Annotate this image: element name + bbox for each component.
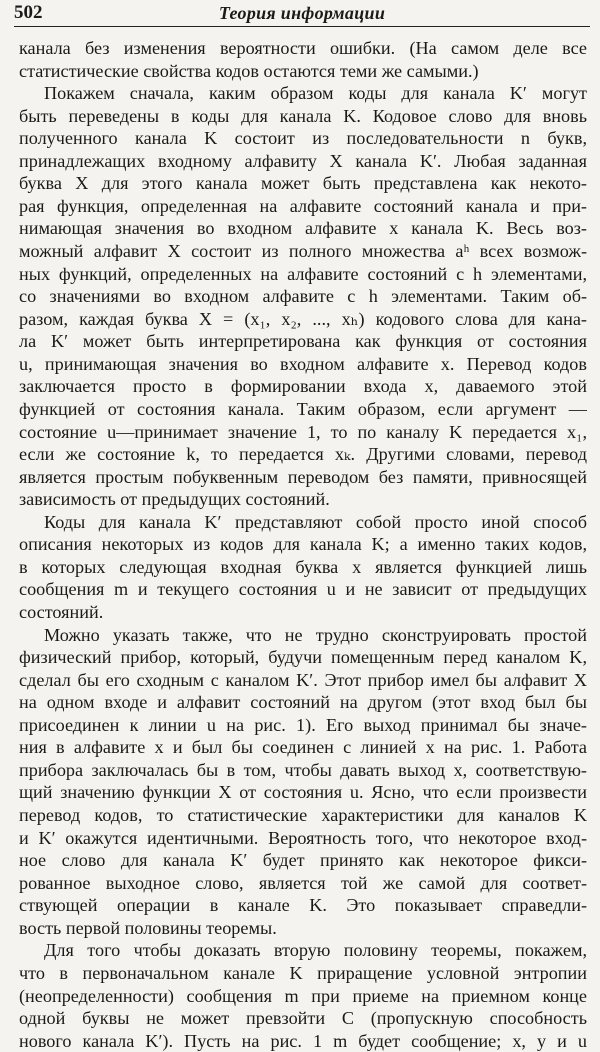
text-line: рая функция, определенная на алфавите состояний канала и при-: [19, 195, 587, 216]
text-line: u, принимающая значения во входном алфавите x. Перевод кодов: [19, 353, 587, 374]
text-line: физический прибор, который, будучи помещенным перед каналом K,: [19, 647, 587, 668]
text-line: прибора заключалась бы в том, чтобы давать выход x, соответствую-: [19, 759, 587, 780]
text-line: и K′ окажутся идентичными. Вероятность того, что некоторое вход-: [19, 827, 587, 848]
running-title: Теория информации: [218, 3, 386, 23]
text-line: ла K′ может быть интерпретирована как функция от состояния: [19, 331, 587, 352]
text-line: (неопределенности) сообщения m при приеме на приемном конце: [19, 985, 587, 1006]
text-line: статистические свойства кодов остаются теми же самыми.): [19, 60, 479, 81]
text-line: Можно указать также, что не трудно сконструировать простой: [44, 624, 587, 645]
text-line: быть переведены в коды для канала K. Кодовое слово для вновь: [19, 105, 587, 126]
text-line: ствующей операции в канале K. Это показывает справедли-: [19, 895, 587, 916]
text-line: функцией от состояния канала. Таким образом, если аргумент —: [19, 398, 587, 419]
text-line: на одном входе и алфавит состояний на другом (этот вход был бы: [19, 692, 587, 713]
text-line: рованное выходное слово, является той же самой для соответ-: [19, 872, 587, 893]
text-line: в которых следующая входная буква x является функцией лишь: [19, 556, 587, 577]
text-line: канала без изменения вероятности ошибки. (На самом деле все: [19, 38, 587, 58]
text-line: сделал бы его сходным с каналом K′. Этот прибор имел бы алфавит X: [19, 669, 587, 690]
text-line: нового канала K′). Пусть на рис. 1 m будет сообщение; x, y и u: [19, 1030, 587, 1051]
text-line: ных функций, определенных на алфавите состояний с h элементами,: [19, 263, 587, 284]
text-line: заключается просто в формировании входа x, даваемого этой: [19, 376, 587, 397]
text-line: сообщения m и текущего состояния u и не зависит от предыдущих: [19, 579, 587, 600]
text-line: можный алфавит X состоит из полного множества aʰ всех возмож-: [19, 241, 587, 262]
text-line: является простым побуквенным переводом без памяти, привносящей: [19, 466, 587, 487]
text-line: разом, каждая буква X = (x₁, x₂, ..., xₕ) кодового слова для кана-: [19, 308, 587, 329]
text-line: щий значению функции X от состояния u. Ясно, что если произвести: [19, 782, 587, 803]
text-line: описания некоторых из кодов для канала K; а именно таких кодов,: [19, 534, 587, 555]
text-line: состояние u—принимает значение 1, то по каналу K передается x₁,: [19, 421, 587, 442]
text-line: состояний.: [19, 602, 104, 622]
page-number: 502: [14, 2, 43, 23]
text-line: Коды для канала K′ представляют собой просто иной способ: [44, 511, 587, 532]
text-line: Для того чтобы доказать вторую половину теоремы, покажем,: [44, 940, 587, 961]
text-line: одной буквы не может превзойти C (пропускную способность: [19, 1008, 587, 1029]
text-line: со значениями во входном алфавите с h элементами. Таким об-: [19, 286, 587, 307]
text-line: вость первой половины теоремы.: [19, 917, 277, 938]
text-line: нимающая значения во входном алфавите x канала K. Весь воз-: [19, 218, 587, 239]
text-line: если же состояние k, то передается xₖ. Другими словами, перевод: [19, 444, 587, 465]
text-line: ния в алфавите x и был бы соединен с линией x на рис. 1. Работа: [19, 737, 587, 758]
text-line: зависимость от предыдущих состояний.: [19, 489, 330, 510]
text-line: полученного канала K состоит из последовательности n букв,: [19, 128, 587, 149]
text-line: принадлежащих входному алфавиту X канала K′. Любая заданная: [19, 150, 587, 171]
text-line: что в первоначальном канале K приращение условной энтропии: [19, 962, 587, 983]
text-line: перевод кодов, то статистические характеристики для каналов K: [19, 805, 587, 826]
text-line: Покажем сначала, каким образом коды для канала K′ могут: [44, 83, 587, 104]
running-head: [14, 2, 590, 27]
text-line: присоединен к линии u на рис. 1). Его выход принимал бы значе-: [19, 714, 587, 735]
text-line: ное слово для канала K′ будет принято как некоторое фикси-: [19, 850, 587, 871]
text-line: буква X для этого канала может быть представлена как некото-: [19, 173, 587, 194]
